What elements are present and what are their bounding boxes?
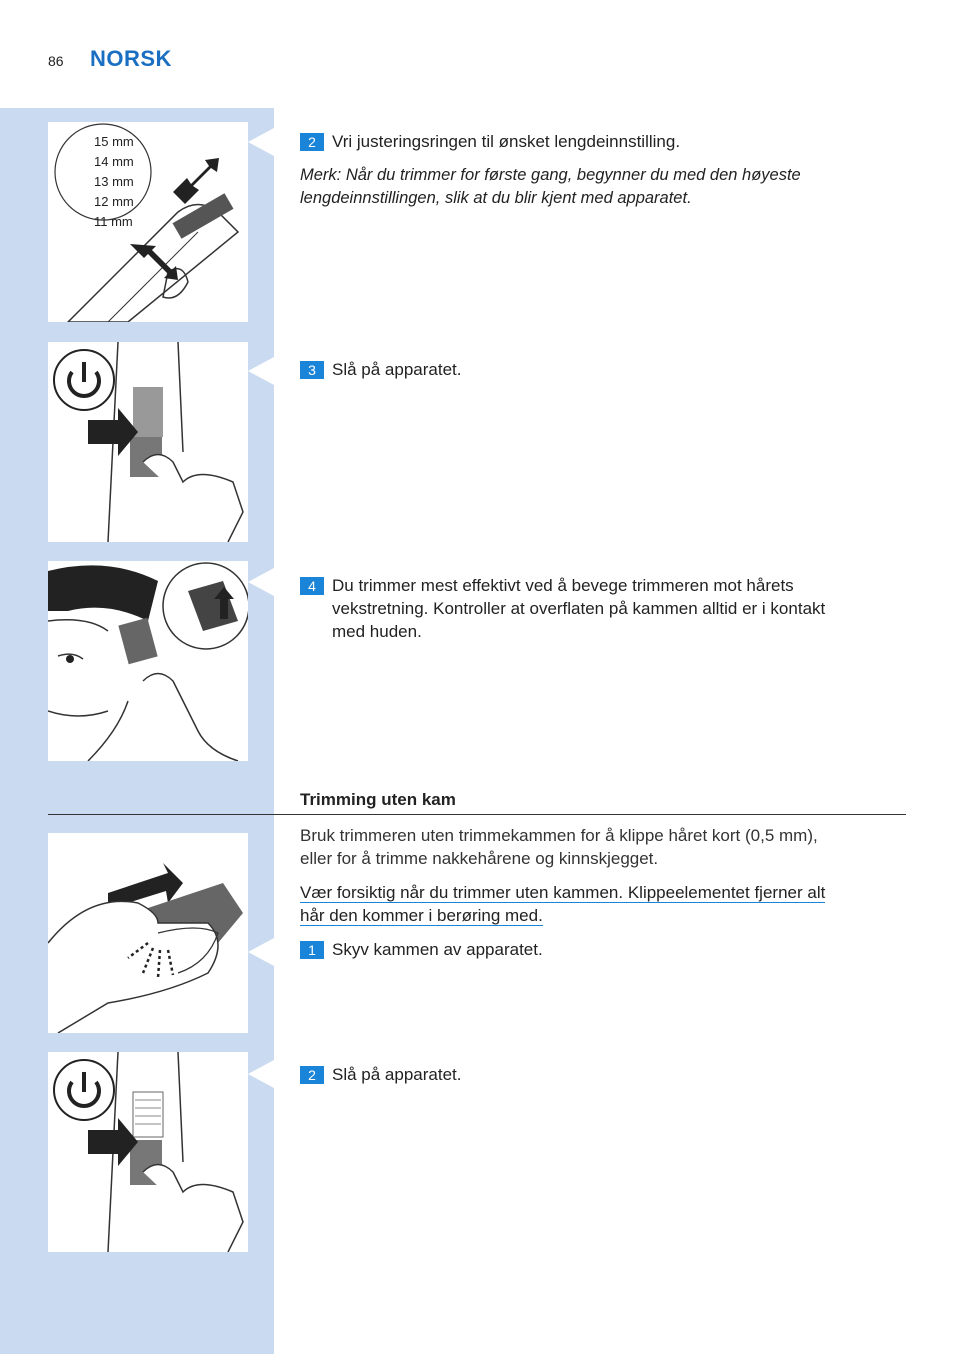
step-item [300,130,680,153]
figure-power-on [48,342,248,542]
language-title: NORSK [90,46,172,71]
step-number: 3 [300,361,324,379]
section-heading: Trimming uten kam [300,790,456,809]
warning-paragraph [300,881,900,927]
step-item [300,358,461,381]
dial-label: 11 mm [94,214,133,229]
dial-label: 13 mm [94,174,134,189]
note-line: Merk: Når du trimmer for første gang, begynner du med den høyeste [300,166,801,184]
figure-pointer [248,938,274,966]
intro-line: eller for å trimme nakkehårene og kinnskjegget. [300,849,659,868]
warning-line: hår den kommer i berøring med. [300,906,543,925]
note-line: lengdeinnstillingen, slik at du blir kjent med apparatet. [300,189,692,207]
figure-power-on [48,1052,248,1252]
figure-head-trimming [48,561,248,761]
figure-pointer [248,357,274,385]
step-text: Vri justeringsringen til ønsket lengdeinnstilling. [332,132,681,151]
dial-label: 12 mm [94,194,134,209]
page-number: 86 [48,53,64,69]
section-divider [48,814,906,815]
figure-pointer [248,1060,274,1088]
step-item [300,1063,461,1086]
step-text-line: Du trimmer mest effektivt ved å bevege trimmeren mot hårets [332,576,794,595]
step-text-line: vekstretning. Kontroller at overflaten på kammen alltid er i kontakt [332,599,826,618]
step-text: Skyv kammen av apparatet. [332,940,543,959]
intro-line: Bruk trimmeren uten trimmekammen for å klippe håret kort (0,5 mm), [300,826,818,845]
step-text: Slå på apparatet. [332,360,462,379]
step-item [300,938,543,961]
dial-label: 15 mm [94,134,134,149]
figure-remove-comb [48,833,248,1033]
note-text [300,164,860,210]
intro-paragraph [300,824,900,870]
dial-label: 14 mm [94,154,134,169]
step-number: 2 [300,1066,324,1084]
step-number: 2 [300,133,324,151]
step-text: Slå på apparatet. [332,1065,462,1084]
step-text-line: med huden. [332,622,422,641]
page-header [0,0,954,100]
figure-length-dial [48,122,248,322]
step-item [300,574,900,643]
warning-line: Vær forsiktig når du trimmer uten kammen. Klippeelementet fjerner alt [300,883,826,902]
step-number: 1 [300,941,324,959]
figure-pointer [248,568,274,596]
figure-pointer [248,128,274,156]
step-number: 4 [300,577,324,595]
